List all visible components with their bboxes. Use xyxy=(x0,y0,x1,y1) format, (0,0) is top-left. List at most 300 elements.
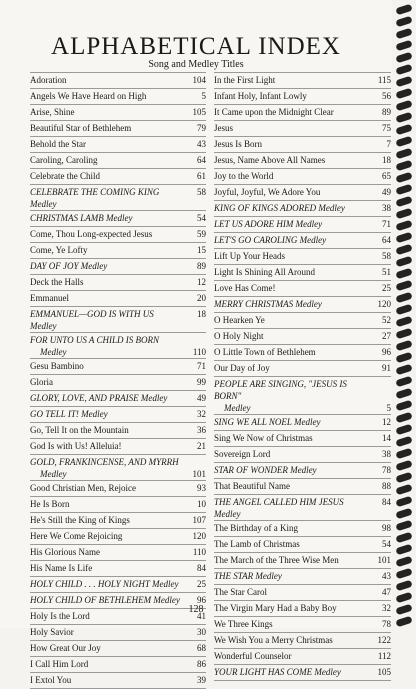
entry-page-number: 88 xyxy=(382,481,391,491)
index-entry xyxy=(30,333,206,359)
entry-title-text: LET US ADORE HIM Medley xyxy=(214,219,323,229)
index-entry xyxy=(214,265,391,281)
entry-title-text: Holy Savior xyxy=(30,627,74,637)
entry-title-text: God Is with Us! Alleluia! xyxy=(30,441,122,451)
entry-title-text: I Call Him Lord xyxy=(30,659,89,669)
entry-page-number: 78 xyxy=(382,619,391,629)
entry-title-text: He Is Born xyxy=(30,499,70,509)
entry-title xyxy=(214,202,369,214)
entry-title-text: Our Day of Joy xyxy=(214,363,270,373)
entry-page-number: 89 xyxy=(197,261,206,271)
entry-title xyxy=(30,376,184,388)
index-entry xyxy=(30,259,206,275)
entry-page-number: 110 xyxy=(192,347,206,357)
entry-page-number: 84 xyxy=(382,497,391,507)
binding-ring xyxy=(395,124,412,136)
entry-page-number: 12 xyxy=(197,277,206,287)
entry-page-number: 18 xyxy=(197,309,206,319)
entry-title-text: Lift Up Your Heads xyxy=(214,251,285,261)
index-entry xyxy=(30,529,206,545)
entry-page-number: 51 xyxy=(382,267,391,277)
entry-title-text: Sing We Now of Christmas xyxy=(214,433,313,443)
entry-title xyxy=(30,138,184,150)
index-entry xyxy=(214,649,391,665)
entry-page-number: 20 xyxy=(197,293,206,303)
binding-ring xyxy=(395,376,412,388)
entry-title-text: FOR UNTO US A CHILD IS BORN xyxy=(30,335,160,345)
entry-title-text: KING OF KINGS ADORED Medley xyxy=(214,203,345,213)
binding-ring xyxy=(395,40,412,52)
entry-page-number: 25 xyxy=(197,579,206,589)
index-entry xyxy=(214,201,391,217)
entry-title xyxy=(30,578,184,590)
entry-title xyxy=(214,570,369,582)
binding-ring xyxy=(395,544,412,556)
entry-page-number: 10 xyxy=(197,499,206,509)
entry-page-number: 59 xyxy=(197,229,206,239)
entry-page-number: 25 xyxy=(382,283,391,293)
entry-title xyxy=(214,346,369,358)
entry-page-number: 84 xyxy=(197,563,206,573)
entry-title-text: Joyful, Joyful, We Adore You xyxy=(214,187,321,197)
entry-title xyxy=(30,674,184,686)
index-entry xyxy=(30,513,206,529)
entry-title-text: That Beautiful Name xyxy=(214,481,290,491)
binding-ring xyxy=(395,256,412,268)
index-entry xyxy=(214,479,391,495)
binding-ring xyxy=(395,508,412,520)
entry-title-text: I Extol You xyxy=(30,675,72,685)
entry-title-text: Deck the Halls xyxy=(30,277,84,287)
entry-title-text: The Star Carol xyxy=(214,587,267,597)
binding-ring xyxy=(395,52,412,64)
binding-ring xyxy=(395,616,412,628)
index-column-right xyxy=(214,72,391,681)
entry-title xyxy=(214,554,369,566)
entry-page-number: 115 xyxy=(377,75,391,85)
index-entry xyxy=(214,233,391,249)
binding-ring xyxy=(395,484,412,496)
index-entry xyxy=(30,423,206,439)
entry-title xyxy=(30,106,184,118)
index-entry xyxy=(214,665,391,681)
entry-page-number: 98 xyxy=(382,523,391,533)
entry-title-text: O Hearken Ye xyxy=(214,315,265,325)
entry-title-text: Angels We Have Heard on High xyxy=(30,91,147,101)
binding-ring xyxy=(395,328,412,340)
binding-ring xyxy=(395,304,412,316)
index-entry xyxy=(214,121,391,137)
entry-page-number: 64 xyxy=(382,235,391,245)
entry-page-number: 101 xyxy=(192,469,206,479)
index-entry xyxy=(30,545,206,561)
entry-title xyxy=(30,498,184,510)
page-number: 128 xyxy=(188,604,204,615)
index-entry xyxy=(214,169,391,185)
entry-title-text: His Glorious Name xyxy=(30,547,100,557)
binding-ring xyxy=(395,592,412,604)
entry-title xyxy=(30,186,184,210)
entry-title-text: Holy Is the Lord xyxy=(30,611,90,621)
entry-page-number: 78 xyxy=(382,465,391,475)
index-entry xyxy=(30,375,206,391)
binding-ring xyxy=(395,64,412,76)
entry-page-number: 112 xyxy=(377,651,391,661)
entry-title xyxy=(214,186,369,198)
index-entry xyxy=(214,377,391,415)
entry-page-number: 38 xyxy=(382,203,391,213)
entry-page-number: 49 xyxy=(197,393,206,403)
binding-ring xyxy=(395,568,412,580)
entry-title-text: GLORY, LOVE, AND PRAISE Medley xyxy=(30,393,168,403)
entry-title-text: He's Still the King of Kings xyxy=(30,515,130,525)
entry-title-text: Beautiful Star of Bethlehem xyxy=(30,123,132,133)
binding-ring xyxy=(395,436,412,448)
binding-ring xyxy=(395,412,412,424)
binding-ring xyxy=(395,388,412,400)
entry-title-text: CHRISTMAS LAMB Medley xyxy=(30,213,133,223)
entry-title xyxy=(30,122,184,134)
entry-title-text: Love Has Come! xyxy=(214,283,276,293)
entry-title xyxy=(214,138,369,150)
entry-title-text: We Wish You a Merry Christmas xyxy=(214,635,333,645)
entry-page-number: 27 xyxy=(382,331,391,341)
entry-title-text: Here We Come Rejoicing xyxy=(30,531,123,541)
binding-ring xyxy=(395,364,412,376)
entry-page-number: 32 xyxy=(197,409,206,419)
entry-page-number: 21 xyxy=(197,441,206,451)
entry-title xyxy=(30,260,184,272)
binding-ring xyxy=(395,604,412,616)
binding-ring xyxy=(395,520,412,532)
entry-title xyxy=(30,424,184,436)
entry-title-text: O Holy Night xyxy=(214,331,264,341)
entry-title xyxy=(30,562,184,574)
entry-page-number: 38 xyxy=(382,449,391,459)
entry-title-text: GOLD, FRANKINCENSE, AND MYRRH xyxy=(30,457,179,467)
entry-page-number: 86 xyxy=(197,659,206,669)
index-entry xyxy=(30,153,206,169)
entry-title xyxy=(30,308,184,332)
entry-page-number: 122 xyxy=(377,635,391,645)
index-column-left xyxy=(30,72,206,689)
binding-ring xyxy=(395,112,412,124)
entry-title-continuation: Medley xyxy=(40,469,67,479)
entry-title xyxy=(30,392,184,404)
binding-ring xyxy=(395,232,412,244)
entry-page-number: 64 xyxy=(197,155,206,165)
entry-title xyxy=(214,618,369,630)
binding-ring xyxy=(395,460,412,472)
index-entry xyxy=(30,169,206,185)
entry-title-text: GO TELL IT! Medley xyxy=(30,409,108,419)
entry-title-text: THE ANGEL CALLED HIM JESUS Medley xyxy=(214,497,344,519)
index-entry xyxy=(214,72,391,89)
entry-page-number: 71 xyxy=(197,361,206,371)
index-entry xyxy=(214,185,391,201)
binding-ring xyxy=(395,76,412,88)
entry-title-text: Go, Tell It on the Mountain xyxy=(30,425,129,435)
entry-page-number: 93 xyxy=(197,483,206,493)
entry-title-text: The Lamb of Christmas xyxy=(214,539,300,549)
entry-title xyxy=(214,122,369,134)
index-entry xyxy=(214,361,391,377)
entry-title xyxy=(214,650,369,662)
entry-title xyxy=(214,106,369,118)
binding-ring xyxy=(395,4,412,16)
index-entry xyxy=(30,121,206,137)
entry-title xyxy=(30,456,184,480)
entry-title-text: Caroling, Caroling xyxy=(30,155,98,165)
index-entry xyxy=(30,185,206,211)
index-entry xyxy=(30,72,206,89)
entry-page-number: 61 xyxy=(197,171,206,181)
entry-title xyxy=(214,362,369,374)
page-title: ALPHABETICAL INDEX xyxy=(51,33,341,60)
entry-title xyxy=(30,642,184,654)
binding-ring xyxy=(395,220,412,232)
entry-title-text: SING WE ALL NOEL Medley xyxy=(214,417,321,427)
entry-page-number: 56 xyxy=(382,91,391,101)
entry-title xyxy=(30,228,184,240)
entry-title xyxy=(30,90,184,102)
entry-title xyxy=(30,408,184,420)
entry-page-number: 12 xyxy=(382,417,391,427)
entry-page-number: 41 xyxy=(197,611,206,621)
entry-page-number: 68 xyxy=(197,643,206,653)
entry-title xyxy=(214,234,369,246)
binding-ring xyxy=(395,268,412,280)
entry-title xyxy=(30,276,184,288)
entry-page-number: 7 xyxy=(386,139,391,149)
entry-page-number: 43 xyxy=(382,571,391,581)
entry-title xyxy=(214,266,369,278)
entry-page-number: 105 xyxy=(192,107,206,117)
index-entry xyxy=(30,391,206,407)
entry-page-number: 89 xyxy=(382,107,391,117)
entry-title xyxy=(214,634,369,646)
index-entry xyxy=(214,521,391,537)
entry-title-text: PEOPLE ARE SINGING, "JESUS IS BORN" xyxy=(214,379,347,401)
index-entry xyxy=(214,553,391,569)
index-entry xyxy=(214,89,391,105)
entry-title-text: Gesu Bambino xyxy=(30,361,84,371)
entry-title-text: Sovereign Lord xyxy=(214,449,271,459)
binding-ring xyxy=(395,292,412,304)
entry-page-number: 58 xyxy=(382,251,391,261)
index-entry xyxy=(30,497,206,513)
index-entry xyxy=(30,275,206,291)
binding-ring xyxy=(395,148,412,160)
entry-title-text: We Three Kings xyxy=(214,619,273,629)
entry-title xyxy=(214,154,369,166)
entry-page-number: 104 xyxy=(192,75,206,85)
entry-title xyxy=(214,416,369,428)
entry-title-text: Arise, Shine xyxy=(30,107,75,117)
entry-title-text: Jesus xyxy=(214,123,234,133)
index-entry xyxy=(30,307,206,333)
index-entry xyxy=(214,217,391,233)
index-entry xyxy=(214,415,391,431)
entry-title-text: Infant Holy, Infant Lowly xyxy=(214,91,307,101)
entry-title xyxy=(30,360,184,372)
entry-title xyxy=(214,330,369,342)
binding-ring xyxy=(395,400,412,412)
binding-ring xyxy=(395,88,412,100)
index-entry xyxy=(214,313,391,329)
binding-ring xyxy=(395,16,412,28)
binding-ring xyxy=(395,172,412,184)
entry-title-text: CELEBRATE THE COMING KING Medley xyxy=(30,187,160,209)
index-entry xyxy=(30,291,206,307)
entry-page-number: 65 xyxy=(382,171,391,181)
entry-title-text: THE STAR Medley xyxy=(214,571,282,581)
index-entry xyxy=(30,657,206,673)
entry-page-number: 99 xyxy=(197,377,206,387)
entry-title-text: HOLY CHILD OF BETHLEHEM Medley xyxy=(30,595,180,605)
entry-page-number: 5 xyxy=(201,91,206,101)
entry-title-text: The Virgin Mary Had a Baby Boy xyxy=(214,603,337,613)
entry-page-number: 18 xyxy=(382,155,391,165)
entry-page-number: 110 xyxy=(192,547,206,557)
binding-ring xyxy=(395,352,412,364)
entry-title-text: LET'S GO CAROLING Medley xyxy=(214,235,327,245)
entry-page-number: 30 xyxy=(197,627,206,637)
index-entry xyxy=(214,297,391,313)
index-entry xyxy=(30,481,206,497)
entry-title xyxy=(214,378,369,414)
binding-ring xyxy=(395,244,412,256)
entry-title xyxy=(214,480,369,492)
spiral-binding xyxy=(392,0,416,628)
entry-title xyxy=(30,546,184,558)
entry-page-number: 43 xyxy=(197,139,206,149)
entry-title xyxy=(214,314,369,326)
entry-title-text: MERRY CHRISTMAS Medley xyxy=(214,299,322,309)
binding-ring xyxy=(395,280,412,292)
index-entry xyxy=(214,281,391,297)
index-entry xyxy=(30,407,206,423)
binding-ring xyxy=(395,472,412,484)
index-entry xyxy=(214,345,391,361)
index-entry xyxy=(30,211,206,227)
entry-title-text: O Little Town of Bethlehem xyxy=(214,347,316,357)
entry-page-number: 75 xyxy=(382,123,391,133)
entry-title-text: The March of the Three Wise Men xyxy=(214,555,339,565)
entry-page-number: 96 xyxy=(382,347,391,357)
index-entry xyxy=(214,329,391,345)
index-entry xyxy=(214,495,391,521)
entry-title xyxy=(30,334,184,358)
binding-ring xyxy=(395,184,412,196)
index-entry xyxy=(30,577,206,593)
entry-page-number: 54 xyxy=(197,213,206,223)
entry-title-text: DAY OF JOY Medley xyxy=(30,261,108,271)
entry-page-number: 49 xyxy=(382,187,391,197)
binding-ring xyxy=(395,196,412,208)
binding-ring xyxy=(395,100,412,112)
entry-title xyxy=(214,282,369,294)
index-entry xyxy=(214,431,391,447)
entry-title-text: How Great Our Joy xyxy=(30,643,101,653)
entry-title-text: His Name Is Life xyxy=(30,563,93,573)
entry-page-number: 39 xyxy=(197,675,206,685)
entry-title xyxy=(30,530,184,542)
entry-title xyxy=(214,448,369,460)
entry-title-text: STAR OF WONDER Medley xyxy=(214,465,317,475)
binding-ring xyxy=(395,532,412,544)
binding-ring xyxy=(395,208,412,220)
entry-title xyxy=(214,496,369,520)
entry-title xyxy=(30,170,184,182)
entry-title-text: Jesus, Name Above All Names xyxy=(214,155,326,165)
index-entry xyxy=(214,137,391,153)
entry-title-text: EMMANUEL—GOD IS WITH US Medley xyxy=(30,309,154,331)
entry-page-number: 91 xyxy=(382,363,391,373)
entry-title xyxy=(214,250,369,262)
binding-ring xyxy=(395,160,412,172)
entry-title xyxy=(30,212,184,224)
index-entry xyxy=(214,617,391,633)
binding-ring xyxy=(395,136,412,148)
index-entry xyxy=(214,447,391,463)
index-entry xyxy=(30,439,206,455)
entry-title-text: Good Christian Men, Rejoice xyxy=(30,483,136,493)
entry-page-number: 105 xyxy=(377,667,391,677)
index-entry xyxy=(214,633,391,649)
entry-page-number: 107 xyxy=(192,515,206,525)
entry-title xyxy=(214,666,369,678)
entry-title-text: Come, Ye Lofty xyxy=(30,245,88,255)
entry-title-text: Behold the Star xyxy=(30,139,86,149)
binding-ring xyxy=(395,580,412,592)
entry-title-text: Emmanuel xyxy=(30,293,69,303)
entry-title xyxy=(30,440,184,452)
entry-title xyxy=(30,244,184,256)
entry-page-number: 32 xyxy=(382,603,391,613)
entry-page-number: 47 xyxy=(382,587,391,597)
entry-title-text: It Came upon the Midnight Clear xyxy=(214,107,334,117)
index-entry xyxy=(30,243,206,259)
entry-title xyxy=(214,218,369,230)
entry-title-text: In the First Light xyxy=(214,75,276,85)
binding-ring xyxy=(395,448,412,460)
binding-ring xyxy=(395,496,412,508)
index-entry xyxy=(214,585,391,601)
entry-title xyxy=(30,482,184,494)
entry-page-number: 15 xyxy=(197,245,206,255)
entry-title xyxy=(214,74,369,86)
entry-title xyxy=(30,74,184,86)
entry-title-text: Light Is Shining All Around xyxy=(214,267,316,277)
entry-page-number: 36 xyxy=(197,425,206,435)
binding-ring xyxy=(395,340,412,352)
entry-title-text: Gloria xyxy=(30,377,53,387)
entry-page-number: 96 xyxy=(197,595,206,605)
entry-page-number: 71 xyxy=(382,219,391,229)
entry-title-text: Come, Thou Long-expected Jesus xyxy=(30,229,153,239)
entry-page-number: 5 xyxy=(386,403,391,413)
entry-title xyxy=(30,658,184,670)
entry-title-text: Adoration xyxy=(30,75,67,85)
index-entry xyxy=(30,561,206,577)
entry-title-text: Celebrate the Child xyxy=(30,171,100,181)
binding-ring xyxy=(395,424,412,436)
entry-title xyxy=(214,464,369,476)
entry-page-number: 120 xyxy=(192,531,206,541)
index-entry xyxy=(30,89,206,105)
entry-title xyxy=(214,90,369,102)
